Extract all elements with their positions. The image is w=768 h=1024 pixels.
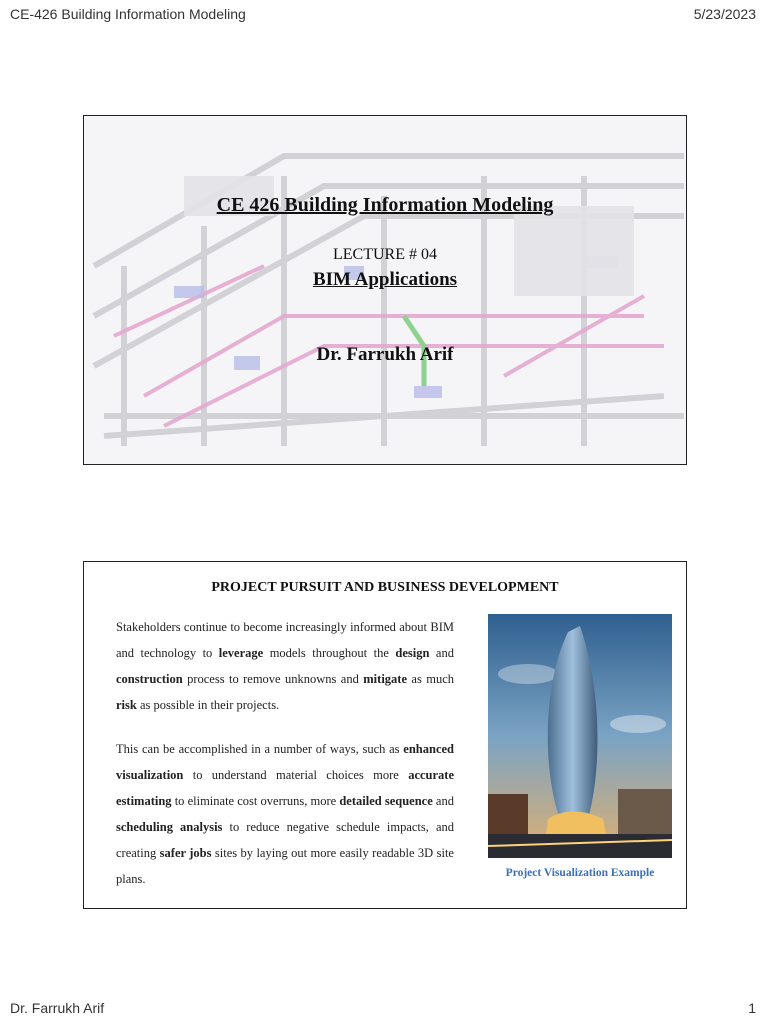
- page-number: 1: [748, 1000, 756, 1016]
- text-run: as much: [407, 672, 454, 686]
- header-course-title: CE-426 Building Information Modeling: [10, 6, 246, 22]
- bold-phrase: scheduling analysis: [116, 820, 223, 834]
- text-run: process to remove unknowns and: [182, 672, 364, 686]
- lecture-number: LECTURE # 04: [333, 246, 437, 263]
- slide-heading: PROJECT PURSUIT AND BUSINESS DEVELOPMENT: [211, 580, 559, 595]
- paragraph-1: [116, 614, 454, 718]
- text-run: to understand material choices more: [183, 768, 409, 782]
- bold-phrase: detailed sequence: [339, 794, 433, 808]
- text-run: to eliminate cost overruns, more: [171, 794, 340, 808]
- text-run: to reduce negative schedule impacts, and creating: [116, 820, 455, 860]
- text-run: models throughout the: [263, 646, 396, 660]
- text-run: and: [432, 794, 454, 808]
- bold-phrase: leverage: [218, 646, 264, 660]
- slide-title: CE 426 Building Information Modeling: [216, 194, 554, 216]
- footer-author: Dr. Farrukh Arif: [10, 1000, 105, 1016]
- bold-phrase: design: [395, 646, 430, 660]
- header-date: 5/23/2023: [693, 6, 756, 22]
- text-run: sites by laying out more easily readable 3D site plans.: [116, 846, 454, 886]
- bold-phrase: safer jobs: [159, 846, 212, 860]
- bold-phrase: enhanced visualization: [116, 742, 454, 782]
- bold-phrase: construction: [116, 672, 183, 686]
- content-slide: [83, 561, 687, 909]
- bold-phrase: risk: [116, 698, 137, 712]
- paragraph-2: [116, 736, 454, 892]
- text-run: and: [429, 646, 454, 660]
- text-run: This can be accomplished in a number of ways, such as: [116, 742, 404, 756]
- bold-phrase: mitigate: [363, 672, 407, 686]
- text-run: as possible in their projects.: [136, 698, 280, 712]
- tower-visualization-image: [488, 614, 672, 858]
- text-run: Stakeholders continue to become increasingly informed about BIM and technology to: [116, 620, 454, 660]
- slide-author: Dr. Farrukh Arif: [316, 344, 454, 365]
- slide-body: [116, 614, 454, 909]
- slide-subtitle: BIM Applications: [312, 269, 458, 290]
- title-slide: [83, 115, 687, 465]
- bold-phrase: accurate estimating: [116, 768, 454, 808]
- image-caption: Project Visualization Example: [505, 867, 655, 879]
